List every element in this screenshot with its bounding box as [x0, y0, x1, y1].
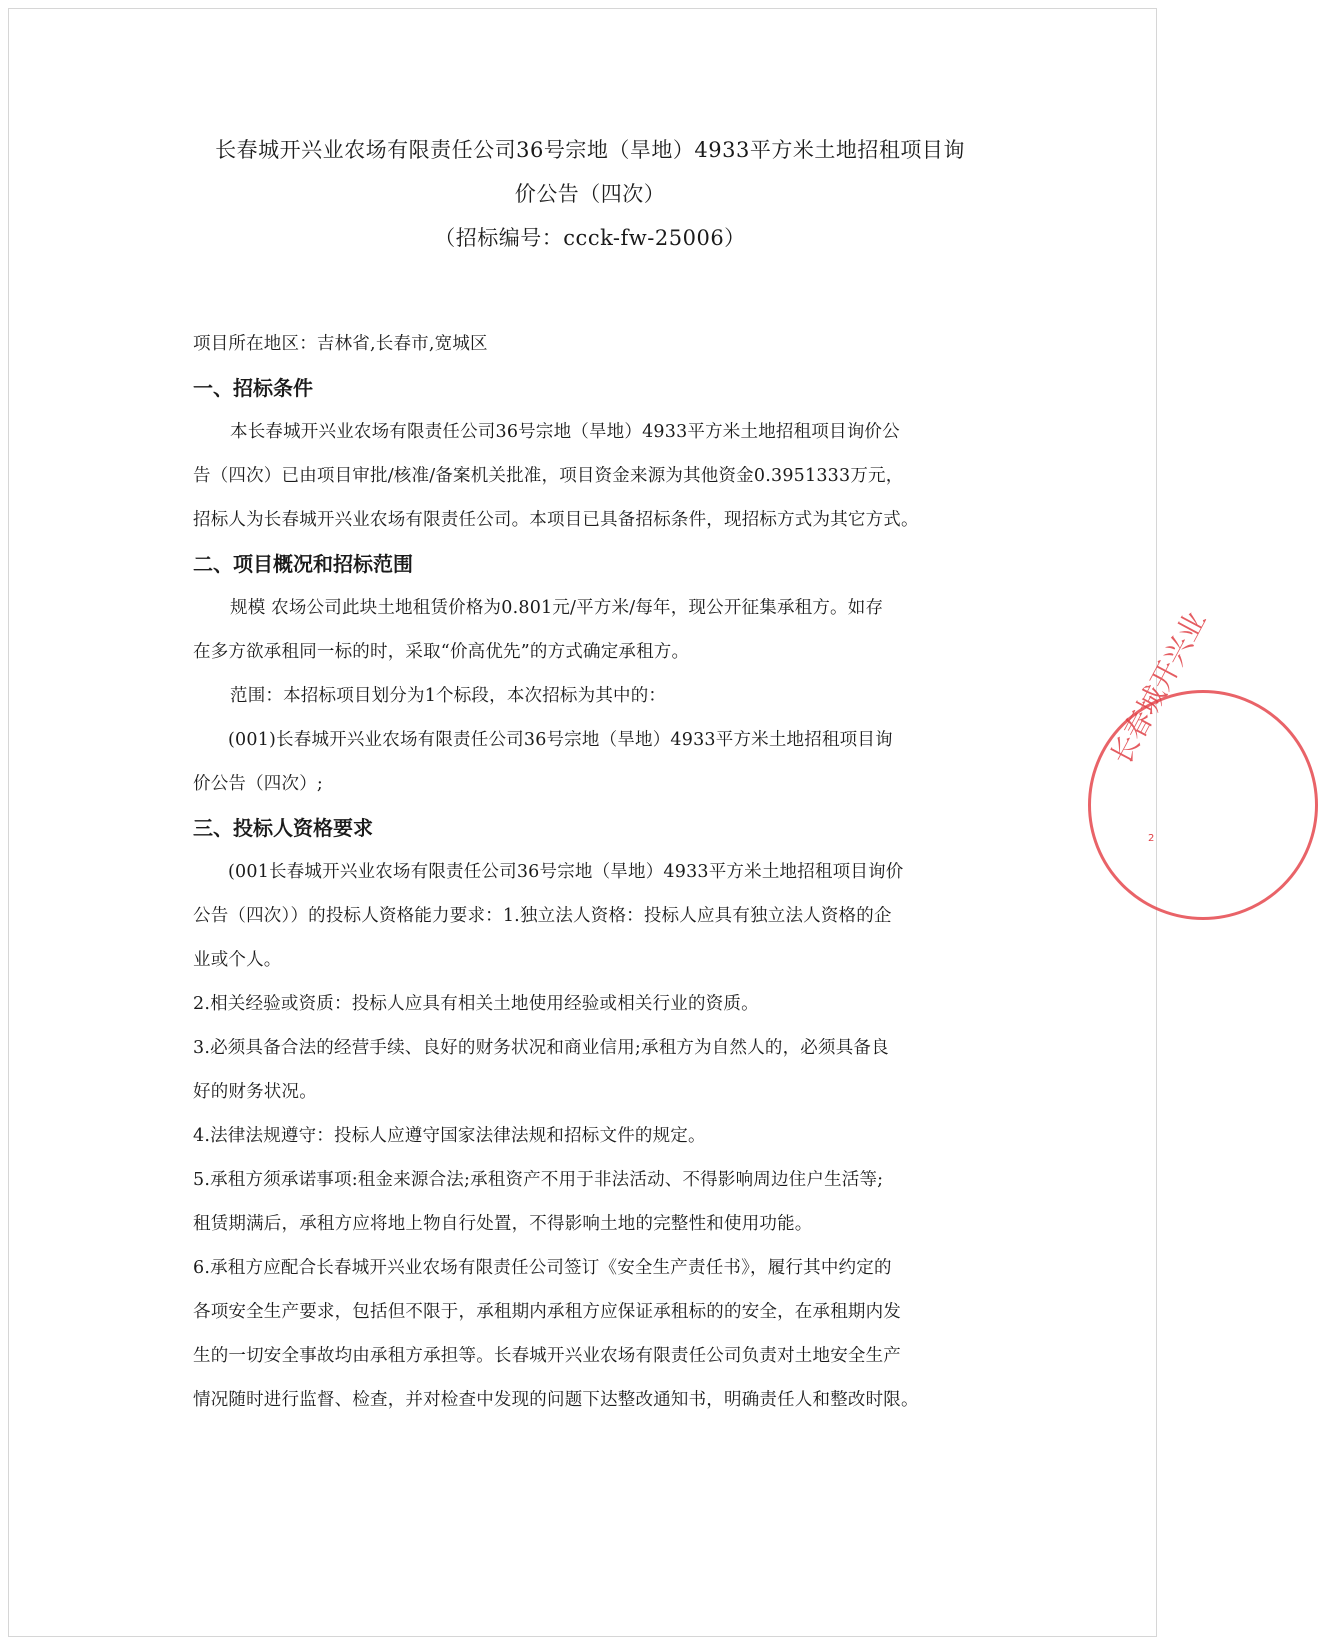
scale-line: 在多方欲承租同一标的时，采取“价高优先”的方式确定承租方。: [193, 642, 690, 662]
section-2-heading: 二、项目概况和招标范围: [193, 552, 413, 576]
requirement-item-3: 好的财务状况。: [193, 1082, 317, 1102]
scope-line: 范围：本招标项目划分为1个标段，本次招标为其中的：: [230, 686, 667, 706]
qualification-intro-line: 公告（四次））的投标人资格能力要求：1.独立法人资格：投标人应具有独立法人资格的企: [193, 906, 892, 926]
requirement-item-6: 情况随时进行监督、检查，并对检查中发现的问题下达整改通知书，明确责任人和整改时限。: [193, 1390, 919, 1410]
scale-line: 规模 农场公司此块土地租赁价格为0.801元/平方米/每年，现公开征集承租方。如存: [230, 598, 884, 618]
requirement-item-6: 各项安全生产要求，包括但不限于，承租期内承租方应保证承租标的的安全，在承租期内发: [193, 1302, 901, 1322]
lot-line: (001)长春城开兴业农场有限责任公司36号宗地（旱地）4933平方米土地招租项目询: [228, 730, 893, 750]
seal-mark: 2: [1148, 833, 1155, 844]
project-region: 项目所在地区：吉林省,长春市,宽城区: [193, 334, 488, 354]
section-1-line: 招标人为长春城开兴业农场有限责任公司。本项目已具备招标条件，现招标方式为其它方式。: [193, 510, 919, 530]
requirement-item-5: 租赁期满后，承租方应将地上物自行处置，不得影响土地的完整性和使用功能。: [193, 1214, 813, 1234]
lot-line: 价公告（四次）;: [193, 774, 323, 794]
title-line-1: 长春城开兴业农场有限责任公司36号宗地（旱地）4933平方米土地招租项目询: [215, 138, 965, 162]
qualification-intro-line: (001长春城开兴业农场有限责任公司36号宗地（旱地）4933平方米土地招租项目询价: [228, 862, 904, 882]
tender-number: （招标编号：ccck-fw-25006）: [434, 226, 746, 250]
requirement-item-5: 5.承租方须承诺事项:租金来源合法;承租资产不用于非法活动、不得影响周边住户生活等;: [193, 1170, 884, 1190]
document-body: [193, 322, 993, 1422]
requirement-item-4: 4.法律法规遵守：投标人应遵守国家法律法规和招标文件的规定。: [193, 1126, 706, 1146]
section-1-line: 本长春城开兴业农场有限责任公司36号宗地（旱地）4933平方米土地招租项目询价公: [230, 422, 900, 442]
qualification-intro-line: 业或个人。: [193, 950, 282, 970]
title-line-2: 价公告（四次）: [514, 182, 666, 206]
requirement-item-3: 3.必须具备合法的经营手续、良好的财务状况和商业信用;承租方为自然人的，必须具备良: [193, 1038, 889, 1058]
requirement-item-6: 生的一切安全事故均由承租方承担等。长春城开兴业农场有限责任公司负责对土地安全生产: [193, 1346, 901, 1366]
section-3-heading: 三、投标人资格要求: [193, 816, 373, 840]
requirement-item-6: 6.承租方应配合长春城开兴业农场有限责任公司签订《安全生产责任书》，履行其中约定的: [193, 1258, 892, 1278]
section-1-heading: 一、招标条件: [193, 376, 313, 400]
requirement-item-2: 2.相关经验或资质：投标人应具有相关土地使用经验或相关行业的资质。: [193, 994, 759, 1014]
document-title: [150, 128, 1030, 260]
seal-text: 长春城开兴业: [1104, 605, 1213, 770]
section-1-line: 告（四次）已由项目审批/核准/备案机关批准，项目资金来源为其他资金0.3951333万元，: [193, 466, 904, 486]
